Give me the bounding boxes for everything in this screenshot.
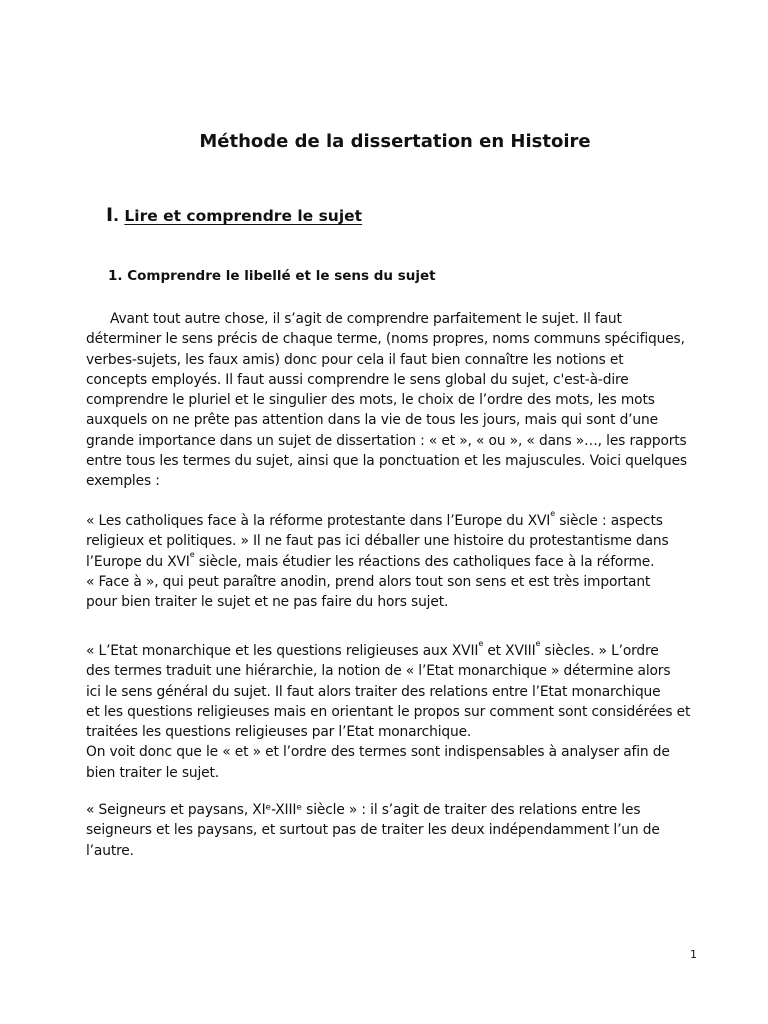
subsection-heading: 1. Comprendre le libellé et le sens du sujet xyxy=(108,268,436,284)
text-line: entre tous les termes du sujet, ainsi que la ponctuation et les majuscules. Voici quelques xyxy=(86,453,687,470)
text-line: déterminer le sens précis de chaque terme, (noms propres, noms communs spécifiques, xyxy=(86,331,685,348)
document-title: Méthode de la dissertation en Histoire xyxy=(199,131,591,152)
text-segment: siècles. » L’ordre xyxy=(540,643,659,659)
text-line: ici le sens général du sujet. Il faut alors traiter des relations entre l’Etat monarchique xyxy=(86,683,661,700)
section-title: Lire et comprendre le sujet xyxy=(124,207,363,225)
text-segment: « L’Etat monarchique et les questions religieuses aux XVII xyxy=(86,643,479,659)
text-segment: « Les catholiques face à la réforme protestante dans l’Europe du XVI xyxy=(86,513,551,529)
text-line xyxy=(86,511,716,531)
section-number: I xyxy=(106,204,114,226)
text-segment: et XVIII xyxy=(483,643,536,659)
text-segment: siècle, mais étudier les réactions des catholiques face à la réforme. xyxy=(194,553,655,570)
superscript: e xyxy=(189,549,195,559)
text-line: « Face à », qui peut paraître anodin, prend alors tout son sens et est très important xyxy=(86,573,651,590)
text-line: grande importance dans un sujet de dissertation : « et », « ou », « dans »…, les rapports xyxy=(86,432,687,449)
text-line: exemples : xyxy=(86,473,160,490)
text-line: l’autre. xyxy=(86,842,134,859)
text-line: Avant tout autre chose, il s’agit de comprendre parfaitement le sujet. Il faut xyxy=(110,311,622,327)
text-line: traitées les questions religieuses par l’Etat monarchique. xyxy=(86,724,472,741)
text-line: concepts employés. Il faut aussi comprendre le sens global du sujet, c'est-à-dire xyxy=(86,371,629,388)
paragraph-example-etat-monarchique xyxy=(86,641,716,783)
paragraph-example-seigneurs xyxy=(86,800,716,861)
text-line: auxquels on ne prête pas attention dans la vie de tous les jours, mais qui sont d’une xyxy=(86,412,658,429)
text-line: comprendre le pluriel et le singulier des mots, le choix de l’ordre des mots, les mots xyxy=(86,392,655,409)
text-line: pour bien traiter le sujet et ne pas faire du hors sujet. xyxy=(86,594,449,611)
section-heading xyxy=(106,204,362,226)
text-segment: siècle : aspects xyxy=(555,513,663,529)
text-line xyxy=(86,641,716,661)
superscript: e xyxy=(535,639,541,648)
paragraph-example-catholiques xyxy=(86,511,716,612)
superscript: e xyxy=(550,509,556,518)
text-line xyxy=(86,549,716,572)
paragraph-introduction xyxy=(86,309,716,492)
text-segment: l’Europe du XVI xyxy=(86,553,190,570)
text-line: et les questions religieuses mais en orientant le propos sur comment sont considérées et xyxy=(86,703,691,720)
text-line: des termes traduit une hiérarchie, la notion de « l’Etat monarchique » détermine alors xyxy=(86,663,671,680)
text-line: religieux et politiques. » Il ne faut pas ici déballer une histoire du protestantisme dans xyxy=(86,533,669,550)
text-line: seigneurs et les paysans, et surtout pas de traiter les deux indépendamment l’un de xyxy=(86,822,660,839)
section-separator: . xyxy=(113,207,119,225)
text-line: bien traiter le sujet. xyxy=(86,764,219,781)
text-line: « Seigneurs et paysans, XIᵉ-XIIIᵉ siècle » : il s’agit de traiter des relations entre les xyxy=(86,802,641,818)
text-line: On voit donc que le « et » et l’ordre des termes sont indispensables à analyser afin de xyxy=(86,744,670,761)
superscript: e xyxy=(478,639,484,648)
text-line: verbes-sujets, les faux amis) donc pour cela il faut bien connaître les notions et xyxy=(86,351,624,368)
page-number: 1 xyxy=(690,948,697,961)
